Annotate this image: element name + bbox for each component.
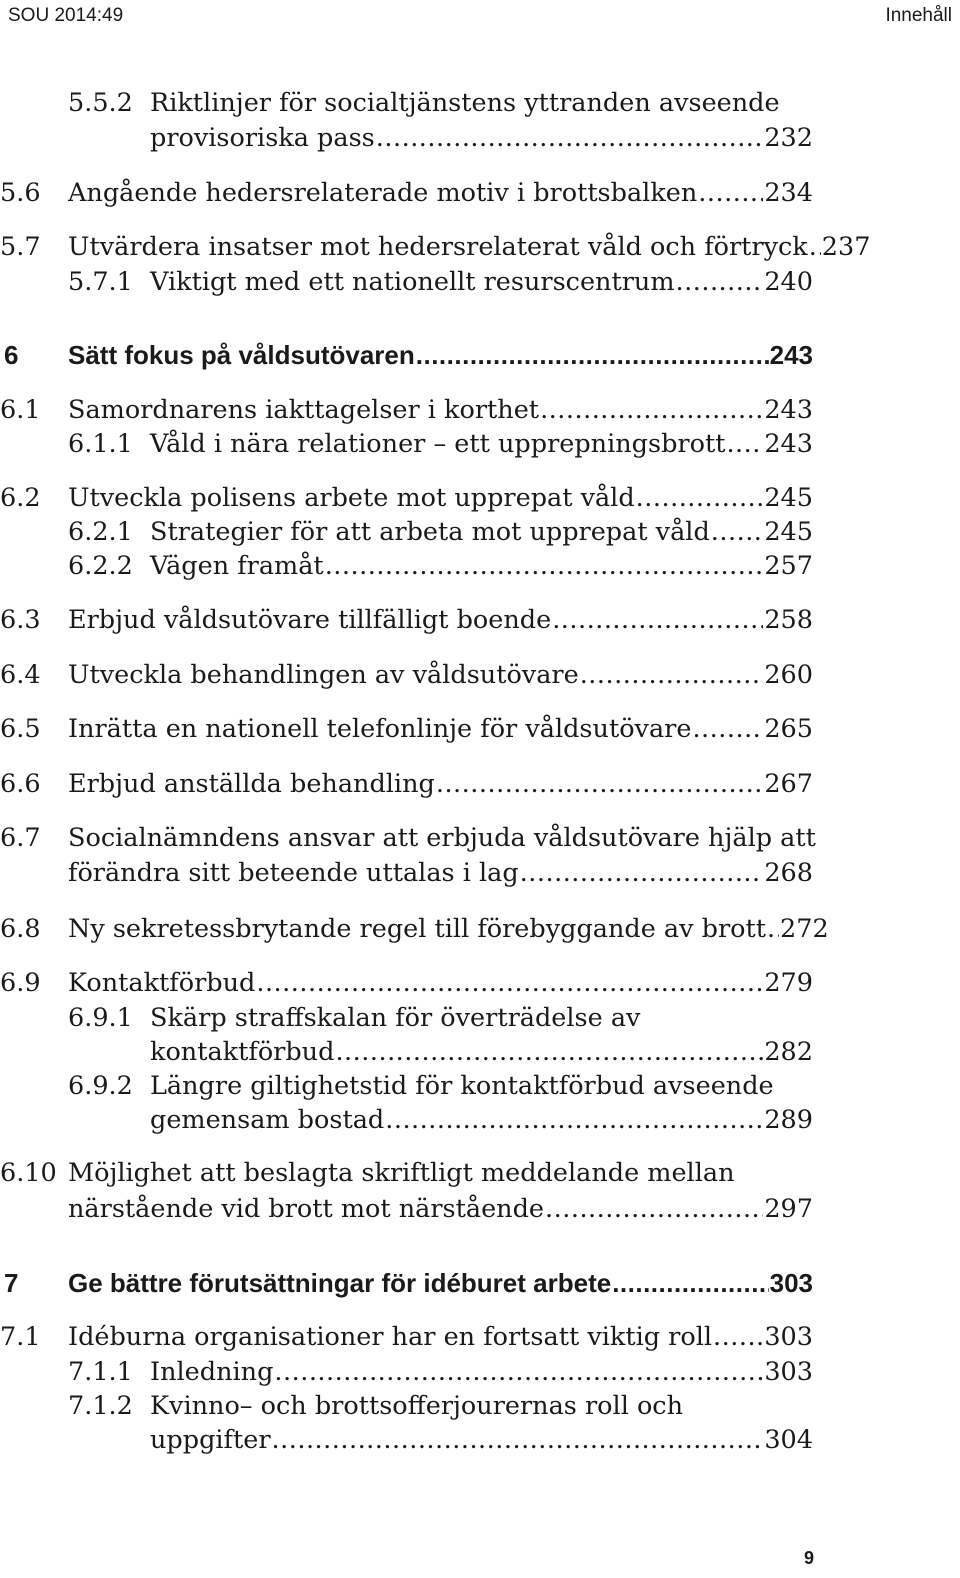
entry-number: 6.5 — [0, 714, 41, 744]
entry-number: 6.6 — [0, 769, 41, 799]
page-number: 232 — [764, 123, 813, 153]
dot-leader — [325, 551, 764, 581]
dot-leader — [713, 1322, 763, 1352]
toc-entry[interactable] — [0, 1322, 813, 1358]
entry-title-line1: Socialnämndens ansvar att erbjuda våldsutövare hjälp att — [68, 823, 816, 853]
entry-number: 6.2 — [0, 483, 41, 513]
entry-title: Inrätta en nationell telefonlinje för våldsutövare — [68, 714, 692, 744]
page-number: 245 — [764, 483, 813, 513]
toc-entry[interactable] — [0, 968, 813, 1004]
toc-entry[interactable] — [68, 429, 813, 465]
entry-number: 7 — [4, 1268, 19, 1298]
toc-chapter-entry[interactable] — [0, 1268, 813, 1304]
entry-title: Erbjud anställda behandling — [68, 769, 435, 799]
dot-leader — [767, 914, 779, 944]
entry-number: 7.1.1 — [68, 1357, 133, 1387]
entry-number: 7.1 — [0, 1322, 41, 1352]
toc-entry[interactable] — [68, 1391, 813, 1463]
toc-entry[interactable] — [0, 178, 813, 214]
entry-title-line — [68, 232, 871, 262]
entry-title-line1: Längre giltighetstid för kontaktförbud avseende — [150, 1071, 774, 1101]
toc-entry[interactable] — [0, 769, 813, 805]
page-folio: 9 — [803, 1548, 814, 1568]
toc-entry[interactable] — [68, 267, 813, 303]
entry-title-line — [150, 123, 813, 153]
dot-leader — [335, 1037, 763, 1067]
toc-entry[interactable] — [0, 914, 829, 950]
entry-number: 5.6 — [0, 178, 41, 208]
toc-entry[interactable] — [68, 88, 813, 160]
dot-leader — [274, 1357, 763, 1387]
entry-title: Strategier för att arbeta mot upprepat våld — [150, 517, 710, 547]
toc-entry[interactable] — [0, 714, 813, 750]
page-number: 257 — [764, 551, 813, 581]
entry-number: 6.9.2 — [68, 1071, 133, 1101]
entry-title-line1: Riktlinjer för socialtjänstens yttranden avseende — [150, 88, 780, 118]
page-number: 303 — [764, 1357, 813, 1387]
entry-title: kontaktförbud — [150, 1037, 335, 1067]
entry-number: 6.9.1 — [68, 1003, 133, 1033]
dot-leader — [385, 1105, 763, 1135]
page-number: 245 — [764, 517, 813, 547]
entry-title-line — [68, 605, 813, 635]
entry-number: 6.9 — [0, 968, 41, 998]
section-title: Innehåll — [885, 5, 952, 26]
page-number: 289 — [764, 1105, 813, 1135]
entry-number: 5.7 — [0, 232, 41, 262]
dot-leader — [540, 395, 763, 425]
entry-number: 5.5.2 — [68, 88, 133, 118]
entry-title-line — [150, 1105, 813, 1135]
entry-title-line — [68, 1268, 813, 1299]
toc-entry[interactable] — [0, 483, 813, 519]
entry-title-line — [150, 1037, 813, 1067]
entry-title: Idéburna organisationer har en fortsatt viktig roll — [68, 1322, 713, 1352]
toc-entry[interactable] — [0, 823, 816, 895]
dot-leader — [676, 267, 764, 297]
page-number: 240 — [764, 267, 813, 297]
entry-number: 6.8 — [0, 914, 41, 944]
entry-number: 6.4 — [0, 660, 41, 690]
entry-title: provisoriska pass — [150, 123, 375, 153]
entry-title-line — [150, 517, 813, 547]
entry-number: 6.7 — [0, 823, 41, 853]
entry-title: närstående vid brott mot närstående — [68, 1194, 545, 1224]
dot-leader — [272, 1425, 764, 1455]
entry-title-line1: Kvinno– och brottsofferjourernas roll och — [150, 1391, 684, 1421]
entry-title: Samordnarens iakttagelser i korthet — [68, 395, 540, 425]
entry-title-line — [68, 1322, 813, 1352]
page-number: 303 — [769, 1268, 813, 1298]
entry-title-line1: Skärp straffskalan för överträdelse av — [150, 1003, 641, 1033]
entry-title: Erbjud våldsutövare tillfälligt boende — [68, 605, 552, 635]
entry-number: 6 — [4, 340, 19, 370]
page-number: 243 — [764, 429, 813, 459]
entry-title: Vägen framåt — [150, 551, 324, 581]
entry-title: Ny sekretessbrytande regel till förebyggande av brott — [68, 914, 767, 944]
entry-title: Inledning — [150, 1357, 274, 1387]
dot-leader — [545, 1194, 763, 1224]
page-number: 303 — [764, 1322, 813, 1352]
dot-leader — [552, 605, 763, 635]
entry-title: uppgifter — [150, 1425, 271, 1455]
entry-number: 6.3 — [0, 605, 41, 635]
page-number: 304 — [764, 1425, 813, 1455]
entry-title-line — [68, 395, 813, 425]
entry-number: 5.7.1 — [68, 267, 133, 297]
entry-title-line — [68, 340, 813, 371]
dot-leader — [436, 769, 763, 799]
entry-title-line — [68, 714, 813, 744]
dot-leader — [376, 123, 764, 153]
toc-entry[interactable] — [68, 1071, 813, 1143]
dot-leader — [416, 340, 769, 371]
page-number: 243 — [769, 340, 813, 370]
page-number: 237 — [821, 232, 871, 262]
entry-title: Sätt fokus på våldsutövaren — [68, 340, 415, 370]
dot-leader — [692, 714, 763, 744]
page-number: 272 — [780, 914, 829, 944]
entry-number: 6.1.1 — [68, 429, 133, 459]
dot-leader — [636, 483, 764, 513]
page-number: 234 — [764, 178, 813, 208]
toc-entry[interactable] — [0, 1158, 813, 1230]
entry-title: Angående hedersrelaterade motiv i brottsbalken — [68, 178, 698, 208]
toc-chapter-entry[interactable] — [0, 340, 813, 376]
dot-leader — [698, 178, 763, 208]
toc-entry[interactable] — [0, 395, 813, 431]
page-number: 282 — [764, 1037, 813, 1067]
entry-title-line1: Möjlighet att beslagta skriftligt meddelande mellan — [68, 1158, 735, 1188]
entry-title-line — [150, 551, 813, 581]
entry-number: 6.1 — [0, 395, 41, 425]
page-number: 258 — [764, 605, 813, 635]
entry-title: Viktigt med ett nationellt resurscentrum — [150, 267, 675, 297]
toc-entry[interactable] — [0, 660, 813, 696]
toc-entry[interactable] — [68, 1357, 813, 1393]
dot-leader — [809, 232, 821, 262]
entry-title: Utvärdera insatser mot hedersrelaterat våld och förtryck — [68, 232, 808, 262]
entry-title-line — [68, 968, 813, 998]
entry-title-line — [150, 1357, 813, 1387]
dot-leader — [711, 517, 764, 547]
entry-title: Ge bättre förutsättningar för idéburet arbete — [68, 1268, 612, 1298]
entry-title-line — [68, 660, 813, 690]
entry-title-line — [68, 858, 813, 888]
toc-entry[interactable] — [68, 1003, 813, 1075]
toc-entry[interactable] — [68, 551, 813, 587]
entry-title-line — [68, 769, 813, 799]
toc-entry[interactable] — [68, 517, 813, 553]
toc-entry[interactable] — [0, 232, 871, 268]
entry-title: Utveckla polisens arbete mot upprepat våld — [68, 483, 635, 513]
report-id: SOU 2014:49 — [8, 5, 124, 26]
entry-title: förändra sitt beteende uttalas i lag — [68, 858, 519, 888]
entry-title: Utveckla behandlingen av våldsutövare — [68, 660, 579, 690]
entry-title: Våld i nära relationer – ett upprepningsbrott — [150, 429, 726, 459]
toc-entry[interactable] — [0, 605, 813, 641]
entry-title-line — [150, 1425, 813, 1455]
dot-leader — [612, 1268, 768, 1299]
entry-number: 7.1.2 — [68, 1391, 133, 1421]
page-number: 267 — [764, 769, 813, 799]
page-number: 260 — [764, 660, 813, 690]
entry-number: 6.2.2 — [68, 551, 133, 581]
entry-title-line — [150, 429, 813, 459]
entry-number: 6.10 — [0, 1158, 57, 1188]
entry-title-line — [150, 267, 813, 297]
entry-title-line — [68, 483, 813, 513]
entry-title-line — [68, 178, 813, 208]
dot-leader — [726, 429, 763, 459]
page-number: 243 — [764, 395, 813, 425]
dot-leader — [520, 858, 764, 888]
dot-leader — [580, 660, 764, 690]
entry-number: 6.2.1 — [68, 517, 133, 547]
entry-title: gemensam bostad — [150, 1105, 385, 1135]
entry-title: Kontaktförbud — [68, 968, 256, 998]
entry-title-line — [68, 914, 829, 944]
dot-leader — [256, 968, 763, 998]
page-number: 279 — [764, 968, 813, 998]
page-number: 297 — [764, 1194, 813, 1224]
entry-title-line — [68, 1194, 813, 1224]
page-number: 265 — [764, 714, 813, 744]
page-number: 268 — [764, 858, 813, 888]
